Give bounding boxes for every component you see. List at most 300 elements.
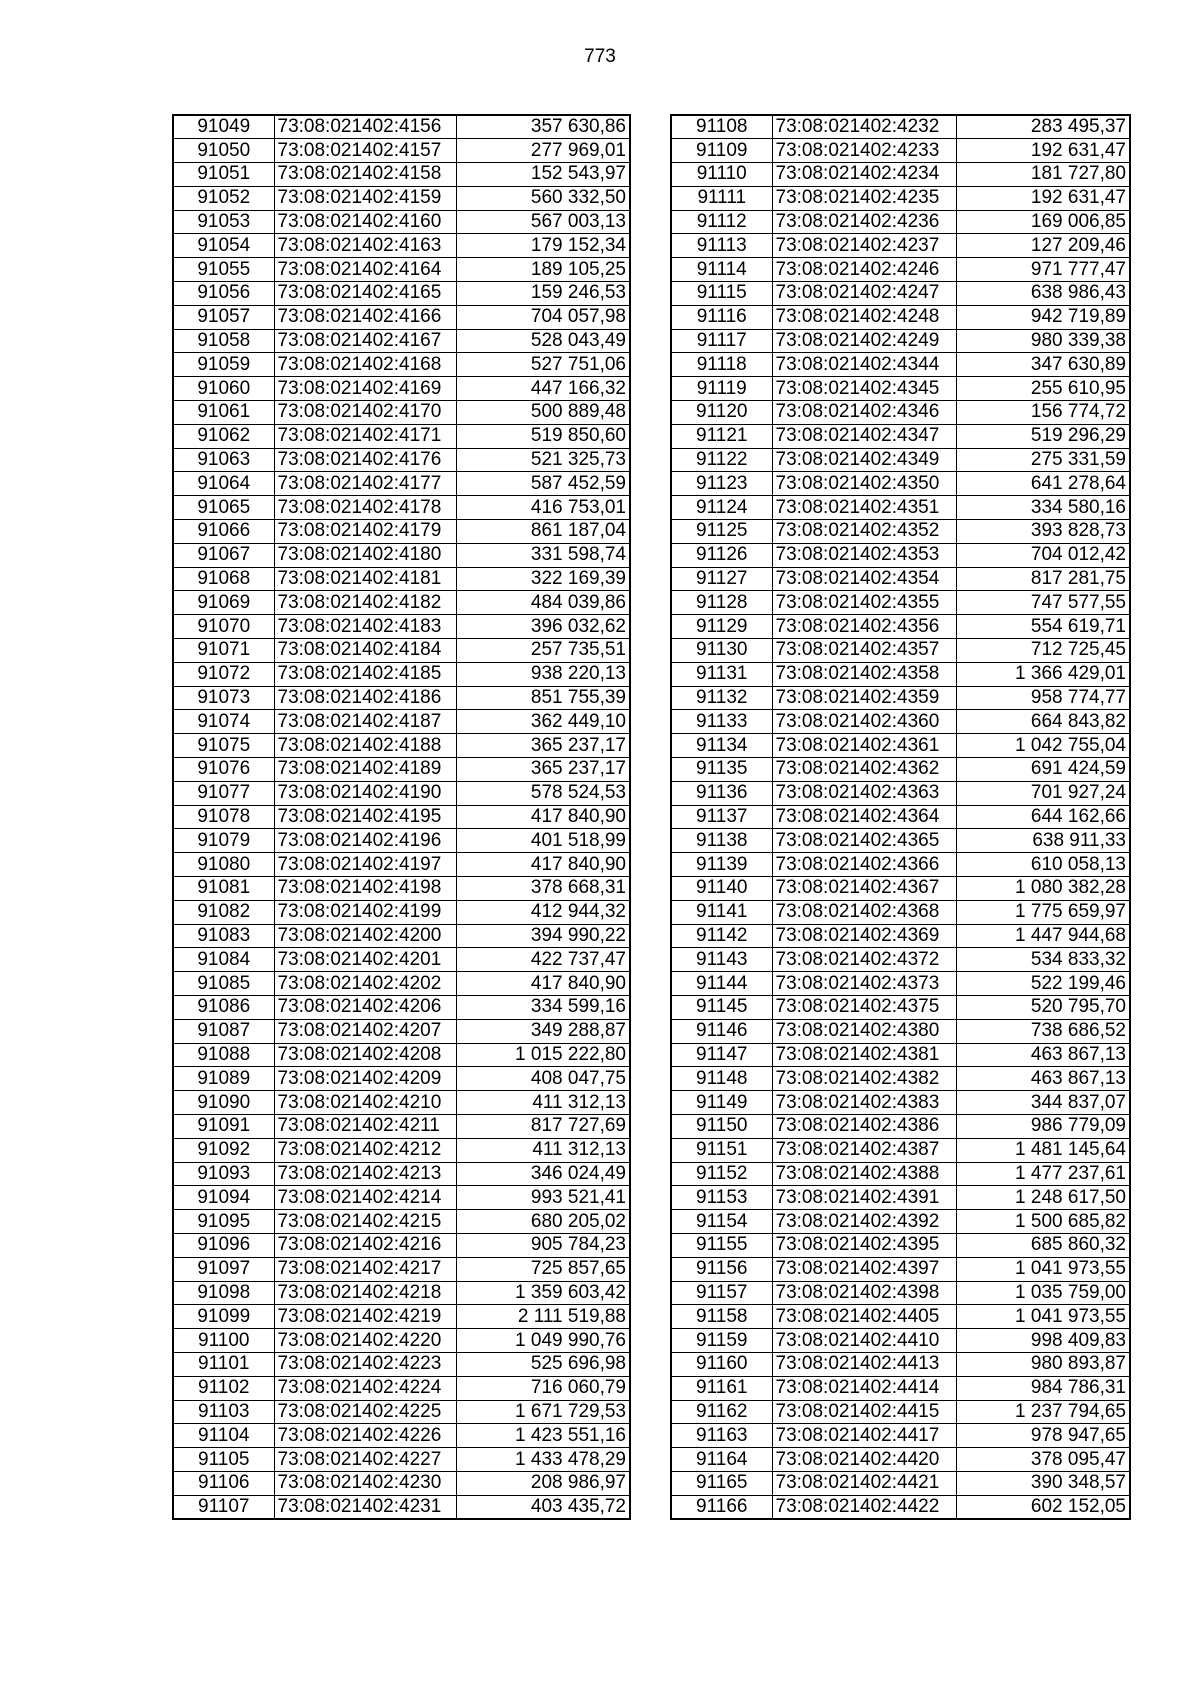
value-cell: 181 727,80 <box>956 163 1130 187</box>
cadastral-number-cell: 73:08:021402:4158 <box>274 163 456 187</box>
cadastral-number-cell: 73:08:021402:4177 <box>274 472 456 496</box>
row-number-cell: 91165 <box>671 1471 772 1495</box>
table-row <box>671 686 1130 710</box>
cadastral-number-cell: 73:08:021402:4233 <box>772 139 956 163</box>
table-row <box>173 1495 630 1519</box>
cadastral-number-cell: 73:08:021402:4237 <box>772 234 956 258</box>
row-number-cell: 91067 <box>173 543 274 567</box>
table-row <box>173 401 630 425</box>
value-cell: 322 169,39 <box>456 567 630 591</box>
row-number-cell: 91135 <box>671 758 772 782</box>
row-number-cell: 91149 <box>671 1091 772 1115</box>
cadastral-number-cell: 73:08:021402:4382 <box>772 1067 956 1091</box>
row-number-cell: 91060 <box>173 377 274 401</box>
row-number-cell: 91118 <box>671 353 772 377</box>
value-cell: 401 518,99 <box>456 829 630 853</box>
cadastral-number-cell: 73:08:021402:4160 <box>274 210 456 234</box>
cadastral-number-cell: 73:08:021402:4224 <box>274 1376 456 1400</box>
table-row <box>671 353 1130 377</box>
value-cell: 905 784,23 <box>456 1233 630 1257</box>
table-row <box>173 1329 630 1353</box>
value-cell: 152 543,97 <box>456 163 630 187</box>
cadastral-number-cell: 73:08:021402:4234 <box>772 163 956 187</box>
table-row <box>173 1352 630 1376</box>
row-number-cell: 91134 <box>671 734 772 758</box>
table-row <box>671 139 1130 163</box>
table-row <box>173 758 630 782</box>
value-cell: 638 986,43 <box>956 282 1130 306</box>
cadastral-number-cell: 73:08:021402:4391 <box>772 1186 956 1210</box>
table-row <box>173 1114 630 1138</box>
cadastral-number-cell: 73:08:021402:4362 <box>772 758 956 782</box>
value-cell: 1 775 659,97 <box>956 900 1130 924</box>
row-number-cell: 91094 <box>173 1186 274 1210</box>
row-number-cell: 91155 <box>671 1233 772 1257</box>
table-row <box>173 1471 630 1495</box>
value-cell: 403 435,72 <box>456 1495 630 1519</box>
value-cell: 680 205,02 <box>456 1210 630 1234</box>
row-number-cell: 91121 <box>671 424 772 448</box>
value-cell: 701 927,24 <box>956 781 1130 805</box>
value-cell: 1 423 551,16 <box>456 1424 630 1448</box>
table-row <box>671 1424 1130 1448</box>
row-number-cell: 91097 <box>173 1257 274 1281</box>
value-cell: 984 786,31 <box>956 1376 1130 1400</box>
table-row <box>671 1138 1130 1162</box>
value-cell: 747 577,55 <box>956 591 1130 615</box>
row-number-cell: 91064 <box>173 472 274 496</box>
value-cell: 169 006,85 <box>956 210 1130 234</box>
value-cell: 365 237,17 <box>456 758 630 782</box>
row-number-cell: 91074 <box>173 710 274 734</box>
value-cell: 1 447 944,68 <box>956 924 1130 948</box>
cadastral-number-cell: 73:08:021402:4208 <box>274 1043 456 1067</box>
cadastral-number-cell: 73:08:021402:4417 <box>772 1424 956 1448</box>
cadastral-number-cell: 73:08:021402:4220 <box>274 1329 456 1353</box>
row-number-cell: 91081 <box>173 877 274 901</box>
value-cell: 1 035 759,00 <box>956 1281 1130 1305</box>
cadastral-number-cell: 73:08:021402:4199 <box>274 900 456 924</box>
row-number-cell: 91104 <box>173 1424 274 1448</box>
table-row <box>173 1424 630 1448</box>
table-row <box>173 1400 630 1424</box>
table-row <box>173 1186 630 1210</box>
value-cell: 664 843,82 <box>956 710 1130 734</box>
table-row <box>173 1162 630 1186</box>
value-cell: 534 833,32 <box>956 948 1130 972</box>
row-number-cell: 91145 <box>671 995 772 1019</box>
value-cell: 1 042 755,04 <box>956 734 1130 758</box>
table-row <box>671 1233 1130 1257</box>
value-cell: 1 671 729,53 <box>456 1400 630 1424</box>
row-number-cell: 91129 <box>671 615 772 639</box>
row-number-cell: 91127 <box>671 567 772 591</box>
table-row <box>671 258 1130 282</box>
value-cell: 1 248 617,50 <box>956 1186 1130 1210</box>
row-number-cell: 91136 <box>671 781 772 805</box>
cadastral-number-cell: 73:08:021402:4367 <box>772 877 956 901</box>
value-cell: 978 947,65 <box>956 1424 1130 1448</box>
cadastral-number-cell: 73:08:021402:4219 <box>274 1305 456 1329</box>
value-cell: 394 990,22 <box>456 924 630 948</box>
table-row <box>671 1281 1130 1305</box>
cadastral-number-cell: 73:08:021402:4413 <box>772 1352 956 1376</box>
table-row <box>671 639 1130 663</box>
table-row <box>671 995 1130 1019</box>
value-cell: 851 755,39 <box>456 686 630 710</box>
cadastral-number-cell: 73:08:021402:4414 <box>772 1376 956 1400</box>
table-row <box>671 1091 1130 1115</box>
row-number-cell: 91053 <box>173 210 274 234</box>
row-number-cell: 91101 <box>173 1352 274 1376</box>
row-number-cell: 91076 <box>173 758 274 782</box>
row-number-cell: 91061 <box>173 401 274 425</box>
table-row <box>173 115 630 139</box>
cadastral-number-cell: 73:08:021402:4347 <box>772 424 956 448</box>
table-row <box>671 424 1130 448</box>
cadastral-number-cell: 73:08:021402:4349 <box>772 448 956 472</box>
value-cell: 1 015 222,80 <box>456 1043 630 1067</box>
row-number-cell: 91163 <box>671 1424 772 1448</box>
cadastral-number-cell: 73:08:021402:4368 <box>772 900 956 924</box>
value-cell: 971 777,47 <box>956 258 1130 282</box>
table-row <box>671 329 1130 353</box>
cadastral-number-cell: 73:08:021402:4350 <box>772 472 956 496</box>
value-cell: 378 668,31 <box>456 877 630 901</box>
row-number-cell: 91159 <box>671 1329 772 1353</box>
row-number-cell: 91132 <box>671 686 772 710</box>
table-row <box>173 329 630 353</box>
cadastral-number-cell: 73:08:021402:4215 <box>274 1210 456 1234</box>
row-number-cell: 91096 <box>173 1233 274 1257</box>
value-cell: 993 521,41 <box>456 1186 630 1210</box>
table-row <box>173 877 630 901</box>
row-number-cell: 91090 <box>173 1091 274 1115</box>
table-row <box>671 948 1130 972</box>
table-row <box>173 924 630 948</box>
row-number-cell: 91091 <box>173 1114 274 1138</box>
table-row <box>671 853 1130 877</box>
cadastral-number-cell: 73:08:021402:4231 <box>274 1495 456 1519</box>
value-cell: 861 187,04 <box>456 520 630 544</box>
cadastral-number-cell: 73:08:021402:4169 <box>274 377 456 401</box>
value-cell: 685 860,32 <box>956 1233 1130 1257</box>
cadastral-number-cell: 73:08:021402:4200 <box>274 924 456 948</box>
value-cell: 587 452,59 <box>456 472 630 496</box>
value-cell: 255 610,95 <box>956 377 1130 401</box>
value-cell: 1 359 603,42 <box>456 1281 630 1305</box>
table-row <box>173 1210 630 1234</box>
value-cell: 1 477 237,61 <box>956 1162 1130 1186</box>
value-cell: 1 433 478,29 <box>456 1448 630 1472</box>
table-row <box>173 305 630 329</box>
value-cell: 942 719,89 <box>956 305 1130 329</box>
row-number-cell: 91054 <box>173 234 274 258</box>
row-number-cell: 91049 <box>173 115 274 139</box>
cadastral-number-cell: 73:08:021402:4171 <box>274 424 456 448</box>
table-row <box>173 1281 630 1305</box>
cadastral-number-cell: 73:08:021402:4178 <box>274 496 456 520</box>
row-number-cell: 91161 <box>671 1376 772 1400</box>
row-number-cell: 91100 <box>173 1329 274 1353</box>
value-cell: 522 199,46 <box>956 972 1130 996</box>
value-cell: 704 057,98 <box>456 305 630 329</box>
value-cell: 554 619,71 <box>956 615 1130 639</box>
cadastral-number-cell: 73:08:021402:4354 <box>772 567 956 591</box>
cadastral-number-cell: 73:08:021402:4422 <box>772 1495 956 1519</box>
value-cell: 712 725,45 <box>956 639 1130 663</box>
cadastral-number-cell: 73:08:021402:4209 <box>274 1067 456 1091</box>
value-cell: 519 850,60 <box>456 424 630 448</box>
value-cell: 334 599,16 <box>456 995 630 1019</box>
cadastral-number-cell: 73:08:021402:4344 <box>772 353 956 377</box>
value-cell: 644 162,66 <box>956 805 1130 829</box>
cadastral-number-cell: 73:08:021402:4388 <box>772 1162 956 1186</box>
cadastral-number-cell: 73:08:021402:4186 <box>274 686 456 710</box>
cadastral-number-cell: 73:08:021402:4227 <box>274 1448 456 1472</box>
row-number-cell: 91088 <box>173 1043 274 1067</box>
table-row <box>671 662 1130 686</box>
value-cell: 408 047,75 <box>456 1067 630 1091</box>
row-number-cell: 91115 <box>671 282 772 306</box>
cadastral-number-cell: 73:08:021402:4181 <box>274 567 456 591</box>
cadastral-number-cell: 73:08:021402:4163 <box>274 234 456 258</box>
row-number-cell: 91128 <box>671 591 772 615</box>
table-body <box>173 115 630 1519</box>
table-row <box>671 734 1130 758</box>
row-number-cell: 91126 <box>671 543 772 567</box>
row-number-cell: 91103 <box>173 1400 274 1424</box>
table-row <box>671 829 1130 853</box>
row-number-cell: 91065 <box>173 496 274 520</box>
table-row <box>671 1210 1130 1234</box>
value-cell: 417 840,90 <box>456 805 630 829</box>
value-cell: 378 095,47 <box>956 1448 1130 1472</box>
table-row <box>671 1114 1130 1138</box>
table-row <box>173 781 630 805</box>
value-cell: 958 774,77 <box>956 686 1130 710</box>
table-row <box>671 877 1130 901</box>
table-row <box>671 1043 1130 1067</box>
row-number-cell: 91133 <box>671 710 772 734</box>
row-number-cell: 91144 <box>671 972 772 996</box>
value-cell: 738 686,52 <box>956 1019 1130 1043</box>
row-number-cell: 91151 <box>671 1138 772 1162</box>
cadastral-number-cell: 73:08:021402:4232 <box>772 115 956 139</box>
value-cell: 334 580,16 <box>956 496 1130 520</box>
row-number-cell: 91069 <box>173 591 274 615</box>
table-row <box>671 805 1130 829</box>
row-number-cell: 91087 <box>173 1019 274 1043</box>
row-number-cell: 91058 <box>173 329 274 353</box>
cadastral-number-cell: 73:08:021402:4226 <box>274 1424 456 1448</box>
row-number-cell: 91050 <box>173 139 274 163</box>
value-cell: 817 281,75 <box>956 567 1130 591</box>
table-row <box>173 258 630 282</box>
cadastral-number-cell: 73:08:021402:4360 <box>772 710 956 734</box>
cadastral-number-cell: 73:08:021402:4369 <box>772 924 956 948</box>
row-number-cell: 91152 <box>671 1162 772 1186</box>
cadastral-number-cell: 73:08:021402:4187 <box>274 710 456 734</box>
value-cell: 2 111 519,88 <box>456 1305 630 1329</box>
cadastral-number-cell: 73:08:021402:4373 <box>772 972 956 996</box>
table-row <box>173 615 630 639</box>
table-row <box>671 758 1130 782</box>
value-cell: 447 166,32 <box>456 377 630 401</box>
table-row <box>173 710 630 734</box>
row-number-cell: 91084 <box>173 948 274 972</box>
table-row <box>671 472 1130 496</box>
value-cell: 417 840,90 <box>456 853 630 877</box>
row-number-cell: 91113 <box>671 234 772 258</box>
table-row <box>173 567 630 591</box>
table-body <box>671 115 1130 1519</box>
row-number-cell: 91137 <box>671 805 772 829</box>
registry-table-left <box>172 114 631 1520</box>
cadastral-number-cell: 73:08:021402:4421 <box>772 1471 956 1495</box>
cadastral-number-cell: 73:08:021402:4164 <box>274 258 456 282</box>
value-cell: 1 237 794,65 <box>956 1400 1130 1424</box>
table-row <box>671 591 1130 615</box>
cadastral-number-cell: 73:08:021402:4381 <box>772 1043 956 1067</box>
table-row <box>671 710 1130 734</box>
cadastral-number-cell: 73:08:021402:4211 <box>274 1114 456 1138</box>
cadastral-number-cell: 73:08:021402:4198 <box>274 877 456 901</box>
row-number-cell: 91157 <box>671 1281 772 1305</box>
cadastral-number-cell: 73:08:021402:4184 <box>274 639 456 663</box>
value-cell: 189 105,25 <box>456 258 630 282</box>
table-row <box>671 448 1130 472</box>
value-cell: 331 598,74 <box>456 543 630 567</box>
table-row <box>671 900 1130 924</box>
table-row <box>173 948 630 972</box>
table-row <box>671 210 1130 234</box>
row-number-cell: 91150 <box>671 1114 772 1138</box>
row-number-cell: 91147 <box>671 1043 772 1067</box>
cadastral-number-cell: 73:08:021402:4212 <box>274 1138 456 1162</box>
table-row <box>173 662 630 686</box>
table-row <box>173 186 630 210</box>
row-number-cell: 91079 <box>173 829 274 853</box>
row-number-cell: 91095 <box>173 1210 274 1234</box>
cadastral-number-cell: 73:08:021402:4195 <box>274 805 456 829</box>
cadastral-number-cell: 73:08:021402:4345 <box>772 377 956 401</box>
cadastral-number-cell: 73:08:021402:4188 <box>274 734 456 758</box>
table-row <box>173 163 630 187</box>
row-number-cell: 91123 <box>671 472 772 496</box>
table-row <box>173 353 630 377</box>
cadastral-number-cell: 73:08:021402:4247 <box>772 282 956 306</box>
row-number-cell: 91098 <box>173 1281 274 1305</box>
row-number-cell: 91141 <box>671 900 772 924</box>
table-row <box>671 1448 1130 1472</box>
value-cell: 691 424,59 <box>956 758 1130 782</box>
value-cell: 411 312,13 <box>456 1138 630 1162</box>
row-number-cell: 91162 <box>671 1400 772 1424</box>
row-number-cell: 91052 <box>173 186 274 210</box>
row-number-cell: 91160 <box>671 1352 772 1376</box>
cadastral-number-cell: 73:08:021402:4214 <box>274 1186 456 1210</box>
value-cell: 344 837,07 <box>956 1091 1130 1115</box>
cadastral-number-cell: 73:08:021402:4207 <box>274 1019 456 1043</box>
row-number-cell: 91070 <box>173 615 274 639</box>
value-cell: 347 630,89 <box>956 353 1130 377</box>
row-number-cell: 91148 <box>671 1067 772 1091</box>
page-number: 773 <box>584 46 616 67</box>
cadastral-number-cell: 73:08:021402:4213 <box>274 1162 456 1186</box>
cadastral-number-cell: 73:08:021402:4196 <box>274 829 456 853</box>
row-number-cell: 91154 <box>671 1210 772 1234</box>
row-number-cell: 91089 <box>173 1067 274 1091</box>
row-number-cell: 91057 <box>173 305 274 329</box>
table-row <box>173 424 630 448</box>
value-cell: 1 481 145,64 <box>956 1138 1130 1162</box>
cadastral-number-cell: 73:08:021402:4157 <box>274 139 456 163</box>
value-cell: 283 495,37 <box>956 115 1130 139</box>
row-number-cell: 91119 <box>671 377 772 401</box>
row-number-cell: 91166 <box>671 1495 772 1519</box>
value-cell: 1 041 973,55 <box>956 1305 1130 1329</box>
cadastral-number-cell: 73:08:021402:4420 <box>772 1448 956 1472</box>
row-number-cell: 91111 <box>671 186 772 210</box>
value-cell: 192 631,47 <box>956 186 1130 210</box>
value-cell: 610 058,13 <box>956 853 1130 877</box>
table-row <box>671 163 1130 187</box>
row-number-cell: 91107 <box>173 1495 274 1519</box>
value-cell: 1 500 685,82 <box>956 1210 1130 1234</box>
cadastral-number-cell: 73:08:021402:4202 <box>274 972 456 996</box>
cadastral-number-cell: 73:08:021402:4383 <box>772 1091 956 1115</box>
table-row <box>671 1186 1130 1210</box>
cadastral-number-cell: 73:08:021402:4361 <box>772 734 956 758</box>
value-cell: 346 024,49 <box>456 1162 630 1186</box>
row-number-cell: 91139 <box>671 853 772 877</box>
table-row <box>173 995 630 1019</box>
row-number-cell: 91117 <box>671 329 772 353</box>
row-number-cell: 91085 <box>173 972 274 996</box>
value-cell: 578 524,53 <box>456 781 630 805</box>
table-row <box>173 805 630 829</box>
table-row <box>173 1138 630 1162</box>
table-row <box>671 115 1130 139</box>
table-row <box>671 1495 1130 1519</box>
cadastral-number-cell: 73:08:021402:4156 <box>274 115 456 139</box>
row-number-cell: 91122 <box>671 448 772 472</box>
table-row <box>173 210 630 234</box>
table-row <box>671 972 1130 996</box>
row-number-cell: 91083 <box>173 924 274 948</box>
cadastral-number-cell: 73:08:021402:4372 <box>772 948 956 972</box>
cadastral-number-cell: 73:08:021402:4225 <box>274 1400 456 1424</box>
row-number-cell: 91080 <box>173 853 274 877</box>
table-row <box>671 1019 1130 1043</box>
table-row <box>671 186 1130 210</box>
cadastral-number-cell: 73:08:021402:4365 <box>772 829 956 853</box>
value-cell: 525 696,98 <box>456 1352 630 1376</box>
row-number-cell: 91131 <box>671 662 772 686</box>
cadastral-number-cell: 73:08:021402:4375 <box>772 995 956 1019</box>
table-row <box>173 639 630 663</box>
row-number-cell: 91106 <box>173 1471 274 1495</box>
cadastral-number-cell: 73:08:021402:4210 <box>274 1091 456 1115</box>
table-row <box>671 377 1130 401</box>
value-cell: 417 840,90 <box>456 972 630 996</box>
row-number-cell: 91142 <box>671 924 772 948</box>
value-cell: 127 209,46 <box>956 234 1130 258</box>
cadastral-number-cell: 73:08:021402:4352 <box>772 520 956 544</box>
value-cell: 156 774,72 <box>956 401 1130 425</box>
table-row <box>671 1257 1130 1281</box>
